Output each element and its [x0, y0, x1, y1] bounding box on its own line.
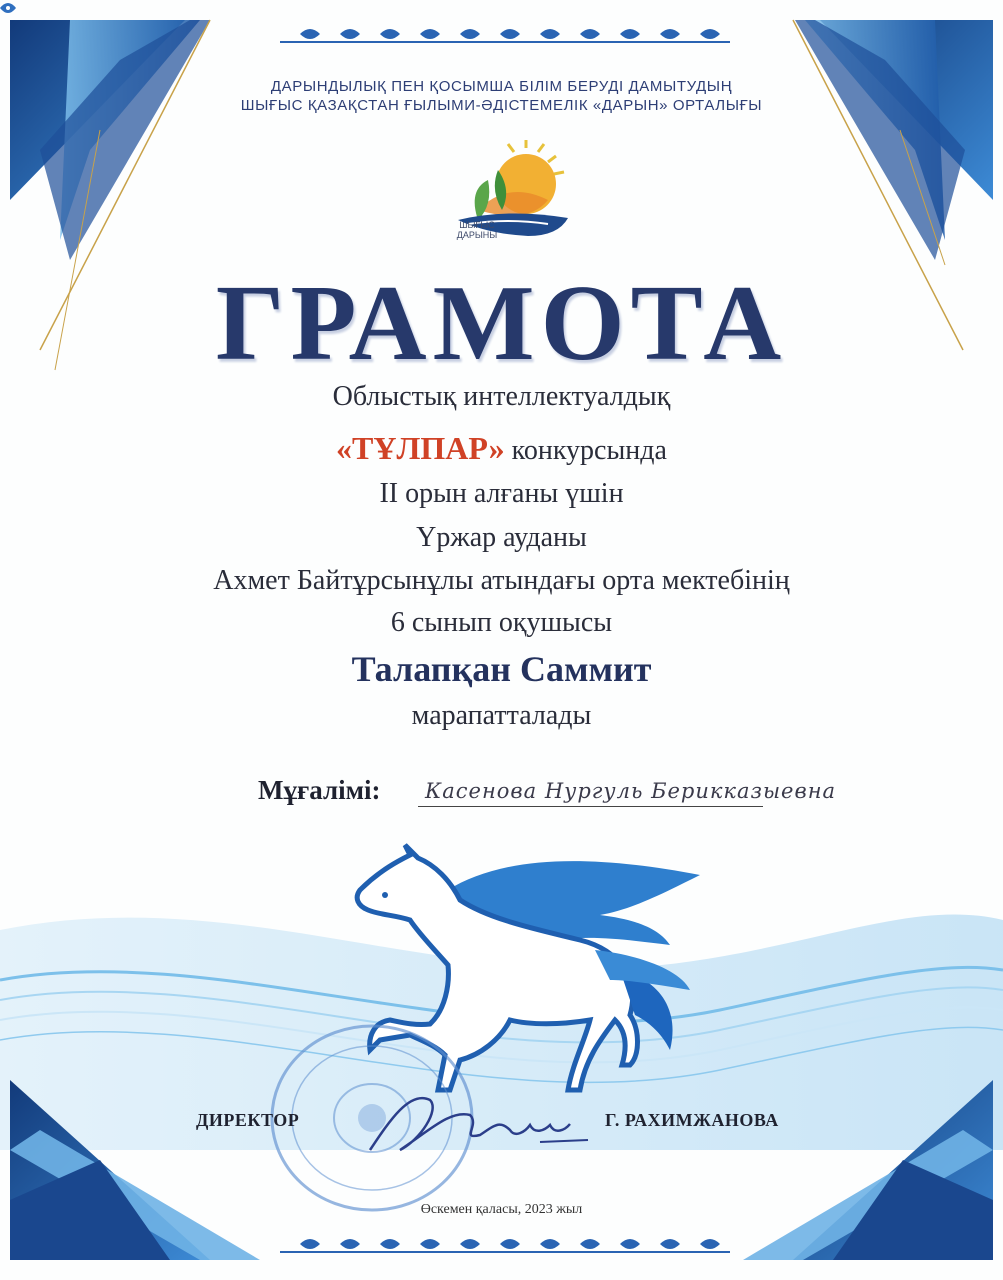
award-line-6: 6 сынып оқушысы — [390, 607, 613, 638]
organization-line-2: ШЫҒЫС ҚАЗАҚСТАН ҒЫЛЫМИ-ӘДІСТЕМЕЛІК «ДАРЫН» ОРТАЛЫҒЫ — [240, 97, 763, 114]
teacher-label: Мұғалімі: — [258, 775, 381, 805]
teacher-name-handwritten: Касенова Нургуль Берикказыевна — [425, 779, 837, 803]
award-line-1: Облыстық интеллектуалдық — [332, 381, 671, 412]
director-label: ДИРЕКТОР — [196, 1110, 300, 1130]
teacher-underline — [418, 806, 763, 807]
logo-caption — [447, 220, 507, 240]
director-name: Г. РАХИМЖАНОВА — [605, 1110, 779, 1130]
logo-caption-line-1: ШЫҒЫС — [459, 220, 495, 230]
director-signature — [360, 1080, 590, 1170]
award-line-8: марапатталады — [411, 700, 592, 731]
awardee-name: Талапқан Саммит — [351, 649, 652, 689]
contest-suffix: конкурсында — [504, 435, 667, 466]
award-line-4: Үржар ауданы — [416, 522, 587, 553]
award-line-2 — [0, 430, 1003, 467]
certificate-title: ГРАМОТА — [215, 264, 788, 383]
award-line-5: Ахмет Байтұрсынұлы атындағы орта мектебінің — [213, 565, 790, 596]
contest-name: «ТҰЛПАР» — [336, 430, 505, 466]
organization-line-1: ДАРЫНДЫЛЫҚ ПЕН ҚОСЫМША БІЛІМ БЕРУДІ ДАМЫТУДЫҢ — [270, 78, 733, 95]
award-line-3: II орын алғаны үшін — [379, 478, 624, 509]
logo-caption-line-2: ДАРЫНЫ — [456, 230, 498, 240]
place-year: Өскемен қаласы, 2023 жыл — [420, 1202, 583, 1217]
